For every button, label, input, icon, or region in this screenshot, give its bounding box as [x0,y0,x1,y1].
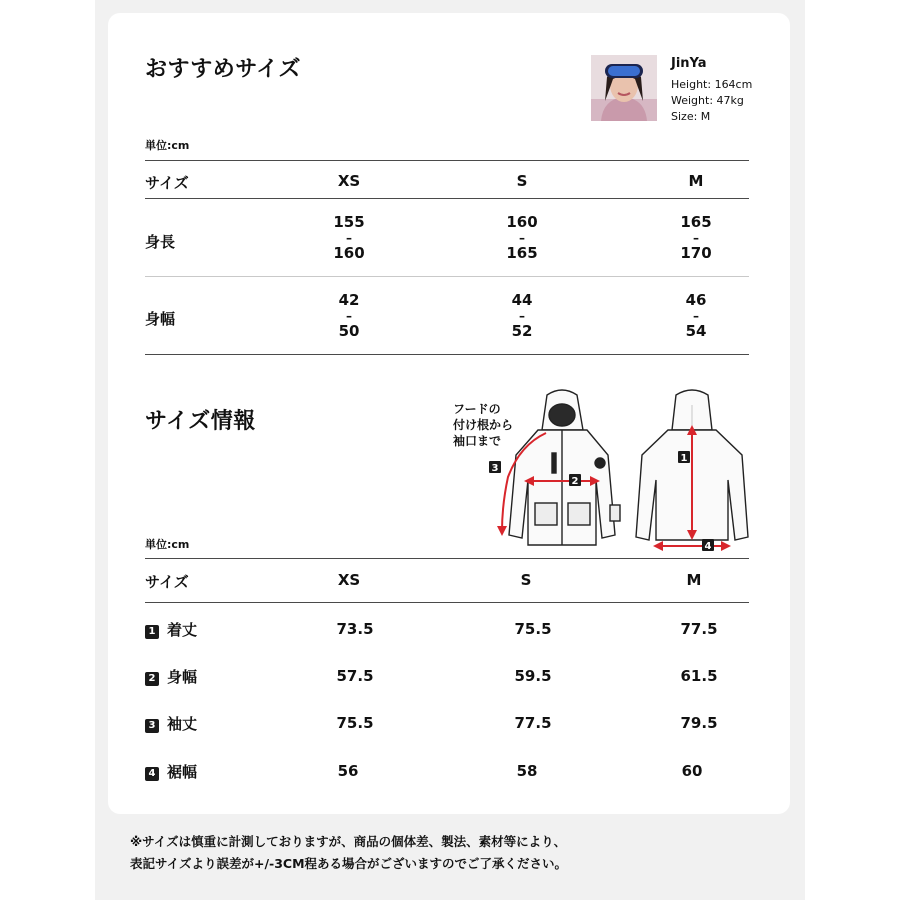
range-from: 42 [338,291,360,309]
marker-2: 2 [571,476,579,487]
jacket-front [509,390,620,545]
height-range-m [680,215,711,261]
row-label: 袖丈 [167,715,198,733]
hem-m: 60 [681,762,703,780]
chest-xs: 57.5 [336,667,374,685]
header-size-label: サイズ [145,174,189,192]
range-from: 165 [680,213,712,231]
range-to: 54 [685,322,707,340]
table-rule [145,602,749,603]
annotation-line: 袖口まで [453,434,502,448]
range-dash: – [519,231,525,245]
range-dash: – [693,309,699,323]
table-rule [145,558,749,559]
range-to: 160 [333,244,365,262]
range-to: 165 [506,244,538,262]
row-chest [145,666,197,687]
height-range-xs [333,215,364,261]
number-badge-icon: 2 [145,672,159,686]
sleeve-m: 79.5 [680,714,718,732]
number-badge-icon: 1 [145,625,159,639]
length-xs: 73.5 [336,620,374,638]
hem-s: 58 [516,762,538,780]
range-dash: – [346,231,352,245]
row-label-chest: 身幅 [145,310,176,328]
disclaimer-note [130,831,567,875]
model-name: JinYa [671,56,707,71]
size-info-title: サイズ情報 [145,409,256,434]
length-s: 75.5 [514,620,552,638]
length-m: 77.5 [680,620,718,638]
marker-1: 1 [680,453,688,464]
chest-range-xs [339,293,360,339]
header-m: M [686,571,702,589]
range-to: 50 [338,322,360,340]
range-to: 52 [511,322,533,340]
note-line: ※サイズは慎重に計測しておりますが、商品の個体差、製法、素材等により、 [130,834,567,849]
table-rule [145,160,749,161]
range-dash: – [346,309,352,323]
chest-range-m [686,293,707,339]
table-rule [145,354,749,355]
range-dash: – [519,309,525,323]
chest-s: 59.5 [514,667,552,685]
number-badge-icon: 4 [145,767,159,781]
table-rule [145,276,749,277]
header-s: S [520,571,532,589]
note-line: 表記サイズより誤差が+/-3CM程ある場合がございますのでご了承ください。 [130,856,568,871]
chest-range-s [512,293,533,339]
marker-4: 4 [704,541,712,552]
recommended-title: おすすめサイズ [145,57,301,82]
model-height: Height: 164cm [671,78,753,91]
range-from: 44 [511,291,533,309]
range-from: 46 [685,291,707,309]
range-dash: – [693,231,699,245]
range-to: 170 [680,244,712,262]
row-label: 裾幅 [167,763,198,781]
row-length [145,619,197,640]
annotation-line: フードの [453,402,501,416]
sleeve-xs: 75.5 [336,714,374,732]
model-size: Size: M [671,110,711,123]
header-xs: XS [337,172,361,190]
row-hem [145,761,197,782]
model-weight: Weight: 47kg [671,94,744,107]
row-sleeve [145,713,197,734]
annotation-line: 付け根から [453,418,514,432]
jacket-diagram [480,385,755,555]
row-label: 身幅 [167,668,198,686]
header-s: S [516,172,528,190]
size-info-unit: 単位:cm [145,538,190,551]
recommended-unit: 単位:cm [145,139,190,152]
hem-xs: 56 [337,762,359,780]
sleeve-s: 77.5 [514,714,552,732]
header-xs: XS [337,571,361,589]
range-from: 160 [506,213,538,231]
row-label: 着丈 [167,621,198,639]
header-m: M [688,172,704,190]
header-size-label: サイズ [145,573,189,591]
number-badge-icon: 3 [145,719,159,733]
model-photo [591,55,657,121]
range-from: 155 [333,213,365,231]
table-rule [145,198,749,199]
height-range-s [506,215,537,261]
row-label-height: 身長 [145,233,176,251]
marker-3: 3 [491,463,499,474]
chest-m: 61.5 [680,667,718,685]
